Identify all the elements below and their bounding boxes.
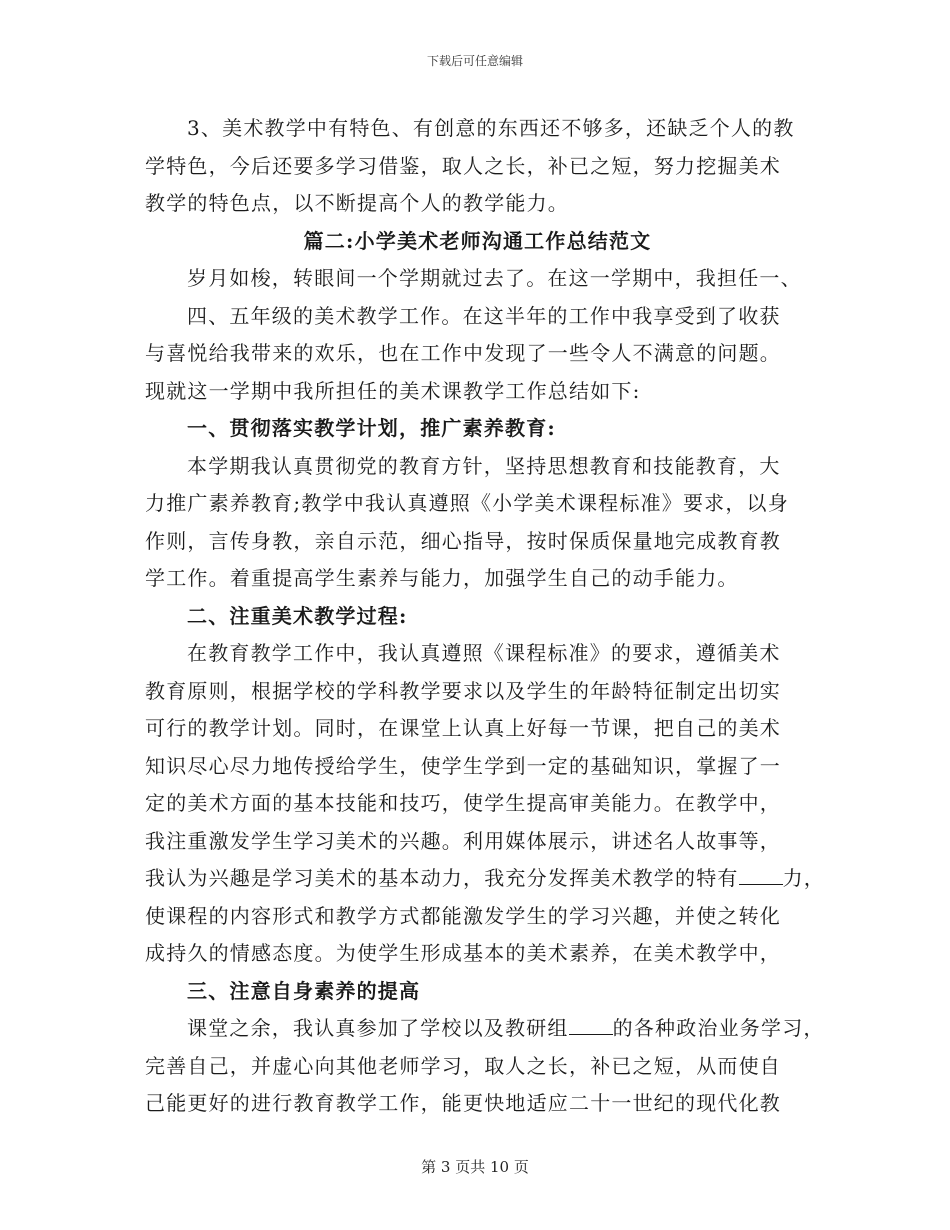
paragraph-line: 3、美术教学中有特色、有创意的东西还不够多，还缺乏个人的教 — [187, 116, 795, 140]
paragraph-line: 学工作。着重提高学生素养与能力，加强学生自己的动手能力。 — [145, 566, 739, 590]
paragraph-line: 本学期我认真贯彻党的教育方针，坚持思想教育和技能教育，大 — [187, 453, 781, 478]
page-footer: 第 3 页共 10 页 — [421, 1158, 529, 1176]
blank-underline — [739, 864, 783, 885]
section-heading: 二、注重美术教学过程: — [187, 603, 408, 628]
text-segment: 课堂之余，我认真参加了学校以及教研组 — [187, 1016, 569, 1040]
paragraph-line: 可行的教学计划。同时，在课堂上认真上好每一节课，把自己的美术 — [145, 716, 781, 740]
paragraph-line: 我注重激发学生学习美术的兴趣。利用媒体展示，讲述名人故事等， — [145, 828, 781, 853]
paragraph-line: 成持久的情感态度。为使学生形成基本的美术素养，在美术教学中， — [145, 941, 781, 965]
paragraph-line — [145, 1010, 825, 1048]
paragraph-line: 己能更好的进行教育教学工作，能更快地适应二十一世纪的现代化教 — [145, 1091, 781, 1115]
paragraph-line: 教学的特色点，以不断提高个人的教学能力。 — [145, 191, 569, 215]
paragraph-line: 四、五年级的美术教学工作。在这半年的工作中我享受到了收获 — [187, 303, 781, 328]
document-body — [145, 110, 826, 1123]
paragraph-line: 与喜悦给我带来的欢乐，也在工作中发现了一些令人不满意的问题。 — [145, 341, 781, 365]
page-header: 下载后可任意编辑 — [426, 54, 523, 68]
text-segment: 的各种政治业务学习， — [612, 1016, 825, 1040]
blank-underline — [569, 1014, 613, 1035]
text-segment: 力， — [782, 866, 826, 890]
paragraph-line: 力推广素养教育;教学中我认真遵照《小学美术课程标准》要求，以身 — [145, 491, 789, 515]
section-title: 篇二:小学美术老师沟通工作总结范文 — [303, 228, 652, 253]
paragraph-line: 现就这一学期中我所担任的美术课教学工作总结如下: — [145, 378, 641, 403]
paragraph-line: 教育原则，根据学校的学科教学要求以及学生的年龄特征制定出切实 — [145, 678, 781, 703]
section-heading: 一、贯彻落实教学计划，推广素养教育: — [187, 416, 556, 440]
paragraph-line: 完善自己，并虚心向其他老师学习，取人之长，补已之短，从而使自 — [145, 1053, 781, 1078]
paragraph-line: 岁月如梭，转眼间一个学期就过去了。在这一学期中，我担任一、 — [187, 266, 802, 290]
paragraph-line: 学特色，今后还要多学习借鉴，取人之长，补已之短，努力挖掘美术 — [145, 153, 781, 178]
paragraph-line: 在教育教学工作中，我认真遵照《课程标准》的要求，遵循美术 — [187, 641, 781, 665]
section-heading: 三、注意自身素养的提高 — [187, 978, 421, 1003]
paragraph-line: 定的美术方面的基本技能和技巧，使学生提高审美能力。在教学中， — [145, 791, 781, 815]
paragraph-line: 知识尽心尽力地传授给学生，使学生学到一定的基础知识，掌握了一 — [145, 753, 781, 778]
text-segment: 我认为兴趣是学习美术的基本动力，我充分发挥美术教学的特有 — [145, 866, 739, 890]
paragraph-line — [145, 860, 826, 898]
paragraph-line: 使课程的内容形式和教学方式都能激发学生的学习兴趣，并使之转化 — [145, 903, 781, 928]
paragraph-line: 作则，言传身教，亲自示范，细心指导，按时保质保量地完成教育教 — [145, 528, 781, 553]
